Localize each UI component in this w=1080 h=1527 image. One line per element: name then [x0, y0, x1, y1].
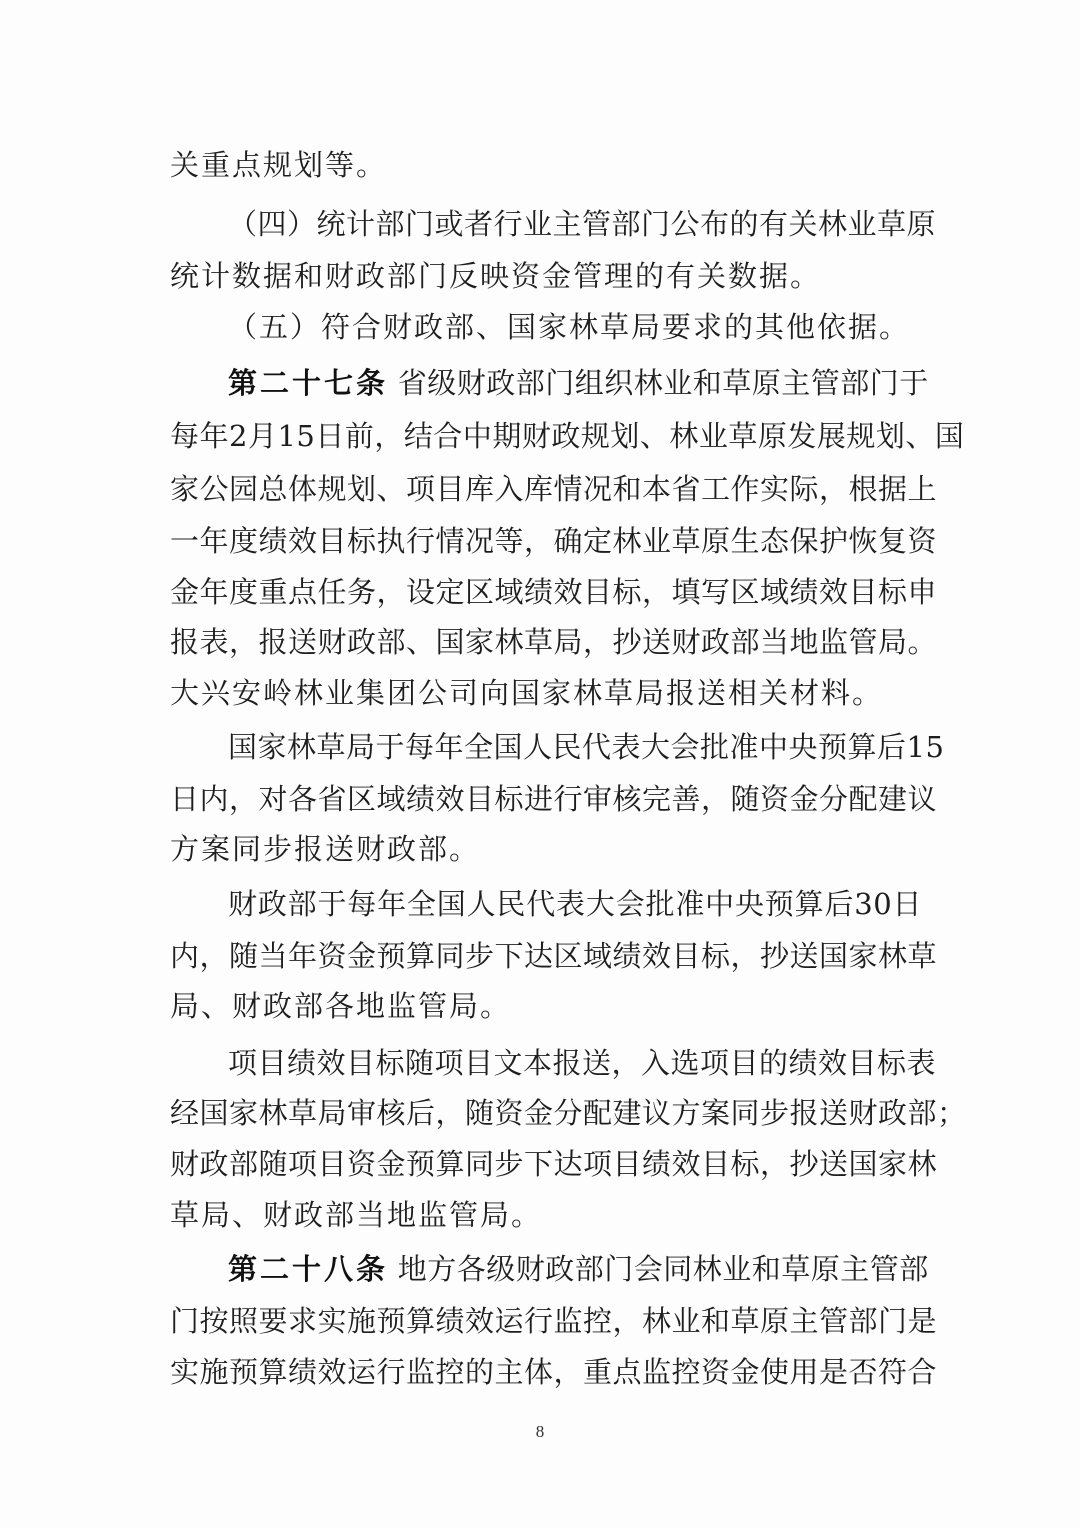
text-line: 方案同步报送财政部。 — [170, 832, 481, 866]
text-line-item-five: （五）符合财政部、国家林草局要求的其他依据。 — [228, 310, 911, 344]
article-27-heading: 第二十七条 — [228, 366, 389, 400]
text-line: 国家林草局于每年全国人民代表大会批准中央预算后15 — [228, 730, 945, 764]
text-line: 财政部于每年全国人民代表大会批准中央预算后30日 — [228, 887, 922, 921]
text-line: 日内，对各省区域绩效目标进行审核完善，随资金分配建议 — [170, 782, 938, 816]
text-line: 经国家林草局审核后，随资金分配建议方案同步报送财政部； — [170, 1096, 967, 1130]
article-28-heading: 第二十八条 — [228, 1252, 389, 1286]
text-line: 局、财政部各地监管局。 — [170, 989, 512, 1023]
text-line: 关重点规划等。 — [170, 148, 388, 182]
article-27-text: 省级财政部门组织林业和草原主管部门于 — [397, 366, 929, 400]
text-line: 一年度绩效目标执行情况等，确定林业草原生态保护恢复资 — [170, 524, 938, 558]
text-line: 草局、财政部当地监管局。 — [170, 1198, 543, 1232]
text-line: 金年度重点任务，设定区域绩效目标，填写区域绩效目标申 — [170, 575, 938, 609]
text-line: 项目绩效目标随项目文本报送，入选项目的绩效目标表 — [228, 1046, 937, 1080]
text-line: 大兴安岭林业集团公司向国家林草局报送相关材料。 — [170, 676, 884, 710]
text-line: 报表，报送财政部、国家林草局，抄送财政部当地监管局。 — [170, 625, 938, 659]
text-line: 每年2月15日前，结合中期财政规划、林业草原发展规划、国 — [170, 419, 965, 453]
article-28-text: 地方各级财政部门会同林业和草原主管部 — [397, 1252, 929, 1286]
text-line: 实施预算绩效运行监控的主体，重点监控资金使用是否符合 — [170, 1355, 938, 1389]
page-number: 8 — [535, 1422, 545, 1441]
text-line-item-four: （四）统计部门或者行业主管部门公布的有关林业草原 — [228, 207, 937, 241]
text-line: 财政部随项目资金预算同步下达项目绩效目标，抄送国家林 — [170, 1147, 938, 1181]
text-line: 家公园总体规划、项目库入库情况和本省工作实际，根据上 — [170, 472, 938, 506]
text-line: 门按照要求实施预算绩效运行监控，林业和草原主管部门是 — [170, 1304, 938, 1338]
text-line: 统计数据和财政部门反映资金管理的有关数据。 — [170, 259, 822, 293]
text-line: 内，随当年资金预算同步下达区域绩效目标，抄送国家林草 — [170, 939, 938, 973]
